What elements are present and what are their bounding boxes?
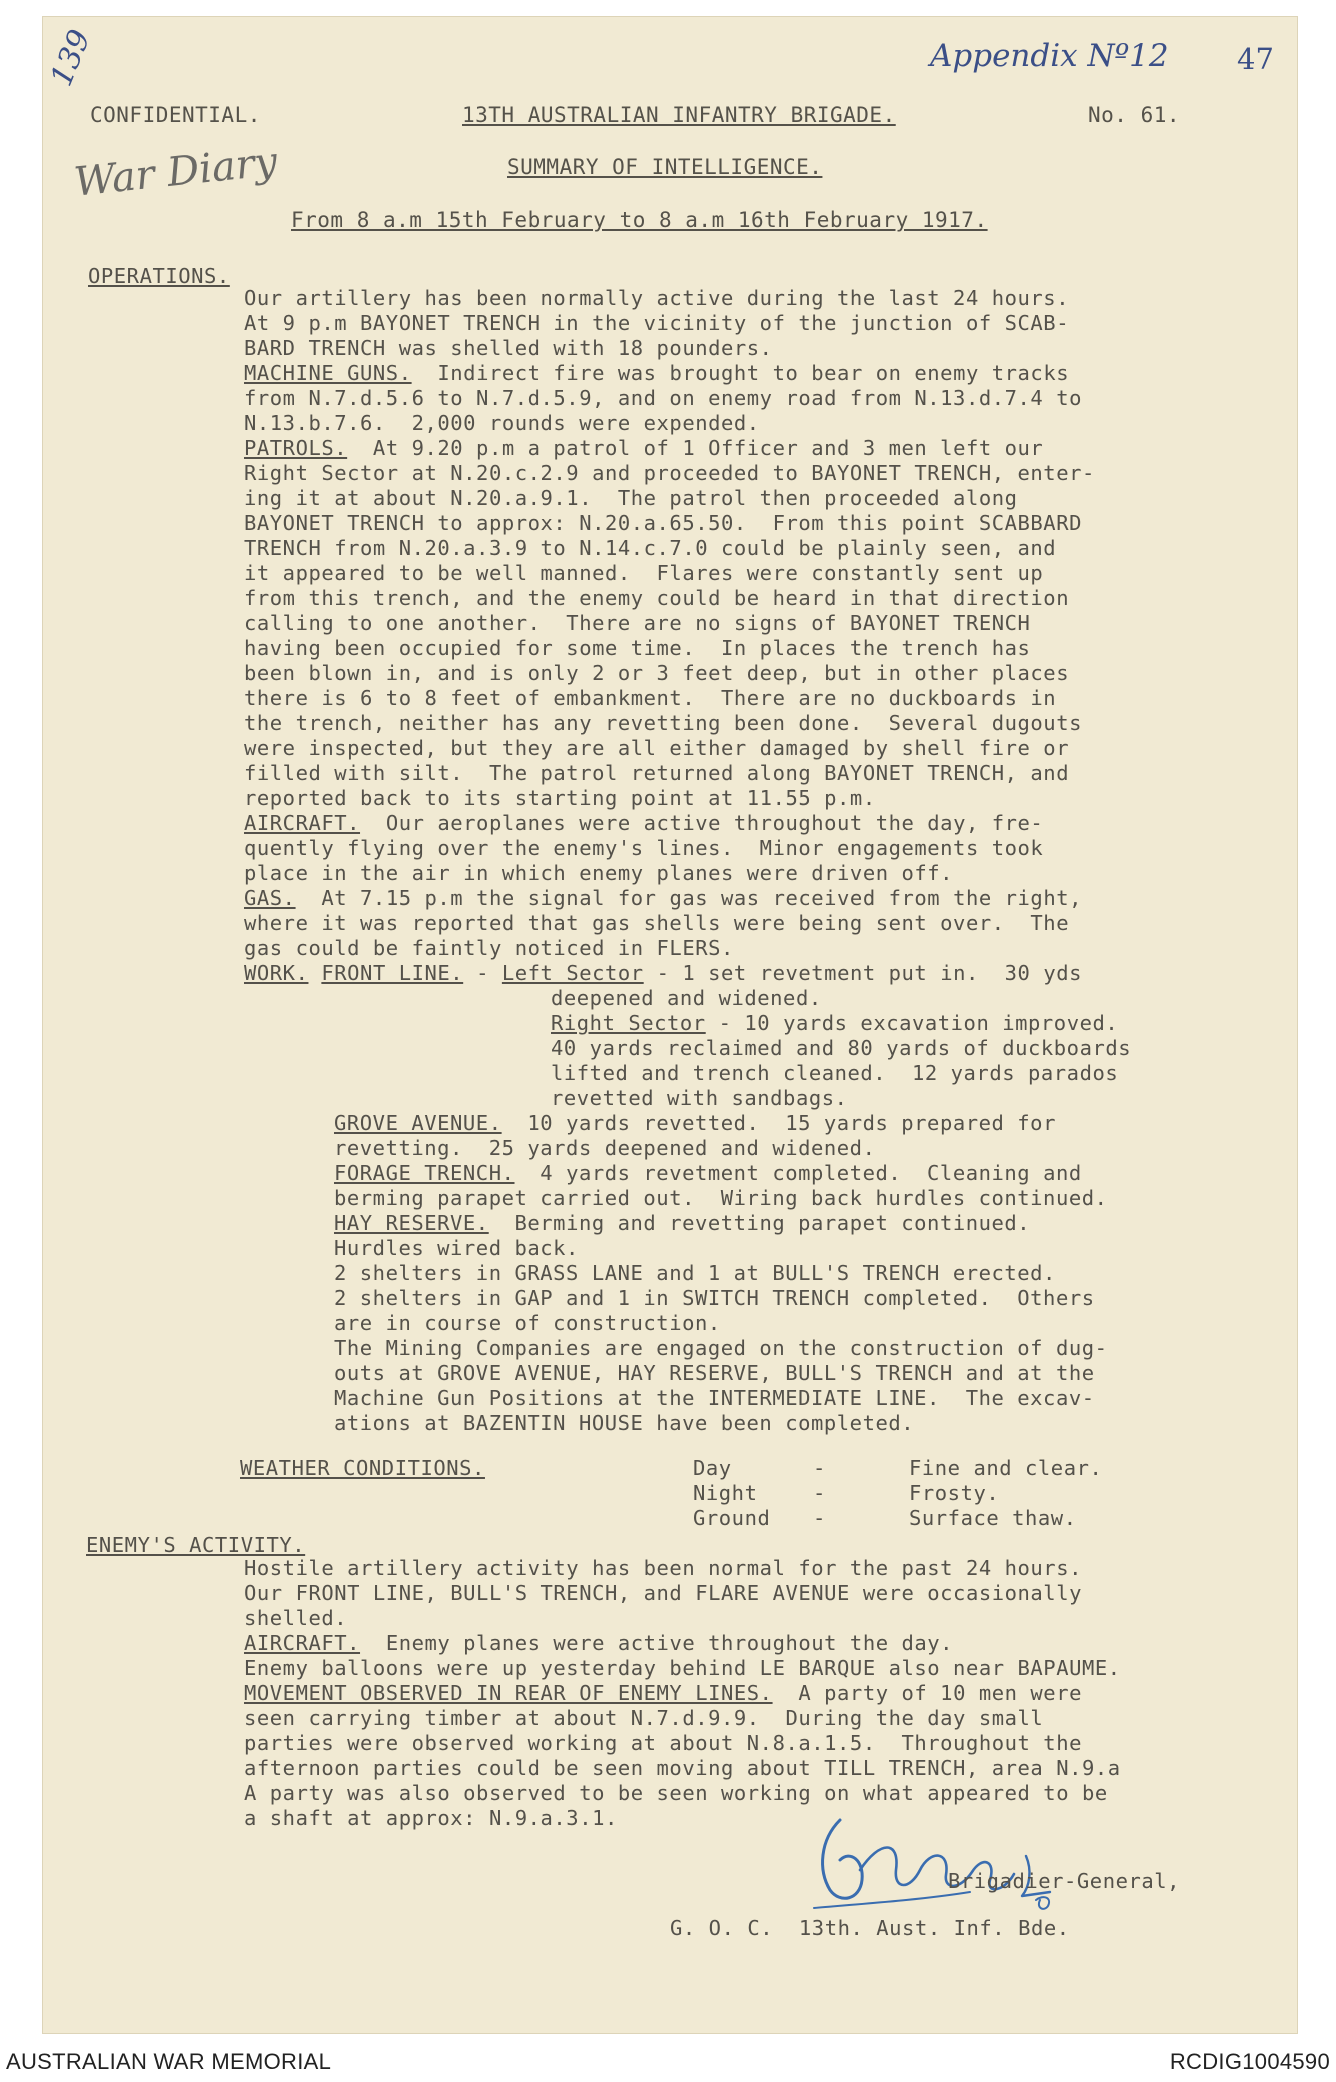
period: From 8 a.m 15th February to 8 a.m 16th February 1917. xyxy=(291,208,988,232)
war-diary-annotation: War Diary xyxy=(72,138,280,206)
left-sector-line: deepened and widened. xyxy=(551,986,822,1010)
machine-guns-text: Indirect fire was brought to bear on enemy tracks xyxy=(411,361,1070,385)
operations-artillery-line: Our artillery has been normally active during the last 24 hours. xyxy=(244,286,1070,310)
weather-day-value: Fine and clear. xyxy=(909,1456,1103,1480)
grove-avenue-paragraph xyxy=(334,1111,1056,1136)
patrols-line: Right Sector at N.20.c.2.9 and proceeded to BAYONET TRENCH, enter- xyxy=(244,461,1095,485)
machine-guns-paragraph xyxy=(244,361,1069,386)
enemy-aircraft-text: Enemy planes were active throughout the day. xyxy=(360,1631,954,1655)
archive-reference: RCDIG1004590 xyxy=(1169,2049,1330,2074)
machine-guns-label: MACHINE GUNS. xyxy=(244,361,412,385)
forage-trench-text: 4 yards revetment completed. Cleaning and xyxy=(514,1161,1082,1185)
movement-label: MOVEMENT OBSERVED IN REAR OF ENEMY LINES. xyxy=(244,1681,773,1705)
patrols-label: PATROLS. xyxy=(244,436,348,460)
enemy-artillery-line: Our FRONT LINE, BULL'S TRENCH, and FLARE AVENUE were occasionally xyxy=(244,1581,1082,1605)
grove-avenue-line: revetting. 25 yards deepened and widened. xyxy=(334,1136,876,1160)
patrols-line: BAYONET TRENCH to approx: N.20.a.65.50. From this point SCABBARD xyxy=(244,511,1082,535)
right-sector-line: 40 yards reclaimed and 80 yards of duckboards xyxy=(551,1036,1132,1060)
weather-ground-key: Ground xyxy=(693,1506,771,1530)
hay-reserve-line: Machine Gun Positions at the INTERMEDIATE LINE. The excav- xyxy=(334,1386,1095,1410)
forage-trench-paragraph xyxy=(334,1161,1082,1186)
unit-heading: 13TH AUSTRALIAN INFANTRY BRIGADE. xyxy=(462,103,896,127)
hay-reserve-line: 2 shelters in GAP and 1 in SWITCH TRENCH completed. Others xyxy=(334,1286,1095,1310)
enemy-aircraft-paragraph xyxy=(244,1631,953,1656)
patrols-paragraph xyxy=(244,436,1043,461)
forage-trench-line: berming parapet carried out. Wiring back hurdles continued. xyxy=(334,1186,1108,1210)
appendix-annotation: Appendix Nº12 xyxy=(930,38,1169,74)
patrols-line: reported back to its starting point at 11.55 p.m. xyxy=(244,786,876,810)
movement-line: seen carrying timber at about N.7.d.9.9. During the day small xyxy=(244,1706,1044,1730)
right-sector-paragraph xyxy=(551,1011,1118,1036)
hay-reserve-text: Berming and revetting parapet continued. xyxy=(488,1211,1031,1235)
aircraft-text: Our aeroplanes were active throughout the day, fre- xyxy=(360,811,1044,835)
document-title: SUMMARY OF INTELLIGENCE. xyxy=(507,155,823,179)
gas-line: where it was reported that gas shells were being sent over. The xyxy=(244,911,1070,935)
aircraft-paragraph xyxy=(244,811,1043,836)
right-sector-line: lifted and trench cleaned. 12 yards parados xyxy=(551,1061,1119,1085)
enemy-activity-heading: ENEMY'S ACTIVITY. xyxy=(86,1533,306,1557)
movement-line: a shaft at approx: N.9.a.3.1. xyxy=(244,1806,618,1830)
gas-paragraph xyxy=(244,886,1082,911)
patrols-line: calling to one another. There are no signs of BAYONET TRENCH xyxy=(244,611,1031,635)
aircraft-line: place in the air in which enemy planes were driven off. xyxy=(244,861,954,885)
hay-reserve-label: HAY RESERVE. xyxy=(334,1211,489,1235)
summary-number: No. 61. xyxy=(1088,103,1181,127)
forage-trench-label: FORAGE TRENCH. xyxy=(334,1161,515,1185)
patrols-line: TRENCH from N.20.a.3.9 to N.14.c.7.0 could be plainly seen, and xyxy=(244,536,1057,560)
machine-guns-line: N.13.b.7.6. 2,000 rounds were expended. xyxy=(244,411,760,435)
patrols-line: filled with silt. The patrol returned along BAYONET TRENCH, and xyxy=(244,761,1070,785)
movement-line: A party was also observed to be seen working on what appeared to be xyxy=(244,1781,1108,1805)
work-paragraph: WORK. FRONT LINE. - Left Sector - 1 set revetment put in. 30 yds xyxy=(244,961,1083,985)
hay-reserve-line: outs at GROVE AVENUE, HAY RESERVE, BULL'S TRENCH and at the xyxy=(334,1361,1095,1385)
signatory-office: G. O. C. 13th. Aust. Inf. Bde. xyxy=(670,1916,1070,1940)
machine-guns-line: from N.7.d.5.6 to N.7.d.5.9, and on enemy road from N.13.d.7.4 to xyxy=(244,386,1082,410)
patrols-line: been blown in, and is only 2 or 3 feet deep, but in other places xyxy=(244,661,1070,685)
gas-label: GAS. xyxy=(244,886,296,910)
movement-text: A party of 10 men were xyxy=(772,1681,1082,1705)
hay-reserve-line: are in course of construction. xyxy=(334,1311,721,1335)
gas-line: gas could be faintly noticed in FLERS. xyxy=(244,936,734,960)
weather-day-key: Day xyxy=(693,1456,732,1480)
movement-line: parties were observed working at about N.8.a.1.5. Throughout the xyxy=(244,1731,1082,1755)
hay-reserve-line: The Mining Companies are engaged on the construction of dug- xyxy=(334,1336,1108,1360)
front-line-label: FRONT LINE. xyxy=(321,961,464,985)
aircraft-line: quently flying over the enemy's lines. Minor engagements took xyxy=(244,836,1044,860)
patrols-line: having been occupied for some time. In places the trench has xyxy=(244,636,1031,660)
patrols-line: there is 6 to 8 feet of embankment. There are no duckboards in xyxy=(244,686,1057,710)
weather-label: WEATHER CONDITIONS. xyxy=(240,1456,485,1480)
page-number-annotation: 47 xyxy=(1237,42,1274,76)
operations-artillery-line: BARD TRENCH was shelled with 18 pounders. xyxy=(244,336,773,360)
weather-night-dash: - xyxy=(813,1481,826,1505)
weather-ground-dash: - xyxy=(813,1506,826,1530)
archive-name: AUSTRALIAN WAR MEMORIAL xyxy=(6,2049,332,2074)
operations-heading: OPERATIONS. xyxy=(88,264,230,288)
enemy-artillery-line: Hostile artillery activity has been normal for the past 24 hours. xyxy=(244,1556,1082,1580)
left-sector-label: Left Sector xyxy=(501,961,644,985)
gas-text: At 7.15 p.m the signal for gas was received from the right, xyxy=(295,886,1082,910)
patrols-line: were inspected, but they are all either damaged by shell fire or xyxy=(244,736,1070,760)
hay-reserve-paragraph xyxy=(334,1211,1030,1236)
handwritten-signature xyxy=(800,1800,1080,1920)
classification: CONFIDENTIAL. xyxy=(90,103,261,127)
work-label: WORK. xyxy=(244,961,309,985)
hay-reserve-line: ations at BAZENTIN HOUSE have been completed. xyxy=(334,1411,915,1435)
folio-annotation: 139 xyxy=(44,24,98,92)
weather-ground-value: Surface thaw. xyxy=(909,1506,1077,1530)
patrols-line: the trench, neither has any revetting been done. Several dugouts xyxy=(244,711,1082,735)
signatory-rank: Brigadier-General, xyxy=(948,1869,1181,1893)
grove-avenue-label: GROVE AVENUE. xyxy=(334,1111,502,1135)
weather-night-key: Night xyxy=(693,1481,758,1505)
right-sector-text: - 10 yards excavation improved. xyxy=(705,1011,1119,1035)
movement-paragraph xyxy=(244,1681,1082,1706)
enemy-artillery-line: shelled. xyxy=(244,1606,348,1630)
grove-avenue-text: 10 yards revetted. 15 yards prepared for xyxy=(501,1111,1056,1135)
right-sector-line: revetted with sandbags. xyxy=(551,1086,848,1110)
right-sector-label: Right Sector xyxy=(551,1011,706,1035)
left-sector-text: - 1 set revetment put in. 30 yds xyxy=(643,961,1083,985)
patrols-line: ing it at about N.20.a.9.1. The patrol then proceeded along xyxy=(244,486,1018,510)
patrols-text: At 9.20 p.m a patrol of 1 Officer and 3 men left our xyxy=(347,436,1044,460)
operations-artillery-line: At 9 p.m BAYONET TRENCH in the vicinity of the junction of SCAB- xyxy=(244,311,1070,335)
hay-reserve-line: Hurdles wired back. xyxy=(334,1236,579,1260)
hay-reserve-line: 2 shelters in GRASS LANE and 1 at BULL'S TRENCH erected. xyxy=(334,1261,1056,1285)
enemy-aircraft-line: Enemy balloons were up yesterday behind LE BARQUE also near BAPAUME. xyxy=(244,1656,1121,1680)
enemy-aircraft-label: AIRCRAFT. xyxy=(244,1631,361,1655)
patrols-line: from this trench, and the enemy could be heard in that direction xyxy=(244,586,1070,610)
patrols-line: it appeared to be well manned. Flares were constantly sent up xyxy=(244,561,1044,585)
weather-night-value: Frosty. xyxy=(909,1481,1000,1505)
weather-day-dash: - xyxy=(813,1456,826,1480)
aircraft-label: AIRCRAFT. xyxy=(244,811,361,835)
movement-line: afternoon parties could be seen moving about TILL TRENCH, area N.9.a xyxy=(244,1756,1121,1780)
